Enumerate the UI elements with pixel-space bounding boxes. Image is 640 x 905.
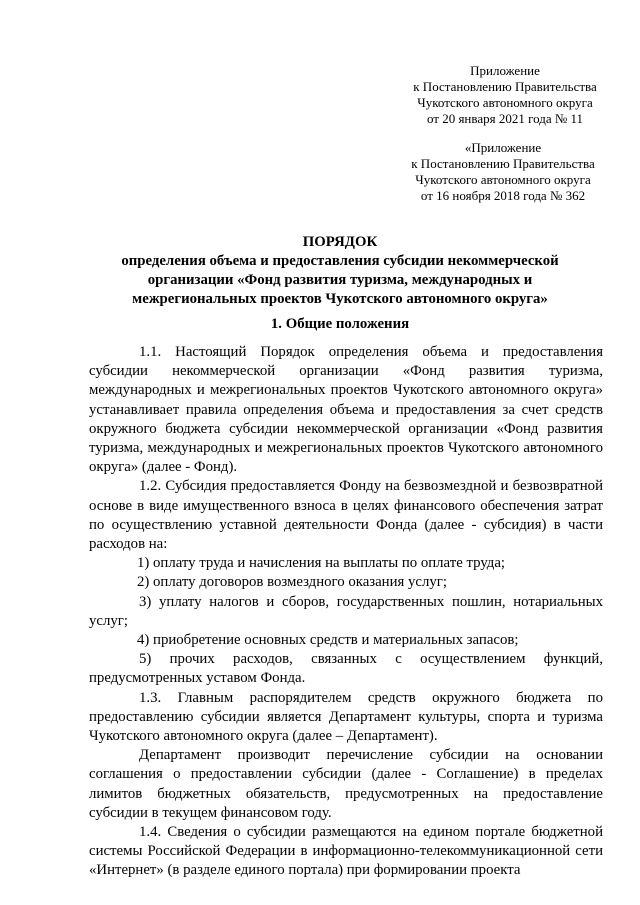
paragraph-1-2: 1.2. Субсидия предоставляется Фонду на безвозмездной и безвозвратной основе в виде имущественного взноса в целях финансового обеспечения затрат по осуществлению уставной деятельности Фонда (далее - субсидия) в части расходов на: bbox=[89, 478, 603, 553]
list-item-4: 4) приобретение основных средств и материальных запасов; bbox=[137, 632, 519, 649]
paragraph-1-3: 1.3. Главным распорядителем средств окружного бюджета по предоставлению субсидии является Департамент культуры, спорта и туризма Чукотского автономного округа (далее – Департамент). bbox=[89, 689, 603, 745]
paragraph-1-1: 1.1. Настоящий Порядок определения объема и предоставления субсидии некоммерческой организации «Фонд развития туризма, международных и межрегиональных проектов Чукотского автономного округа» устанавливает правила определения объема и предоставления за счет средств окружного бюджета субсидии некоммерческой организации «Фонд развития туризма, международных и межрегиональных проектов Чукотского автономного округа» (далее - Фонд). bbox=[89, 344, 603, 476]
document-body bbox=[89, 343, 603, 881]
list-item-5: 5) прочих расходов, связанных с осуществлением функций, предусмотренных уставом Фонда. bbox=[89, 651, 603, 687]
title-heading: ПОРЯДОК bbox=[302, 234, 378, 250]
title-line: организации «Фонд развития туризма, международных и bbox=[147, 272, 533, 288]
appendix-header-original bbox=[403, 140, 603, 204]
appendix-label: «Приложение bbox=[464, 140, 542, 155]
appendix-region: Чукотского автономного округа bbox=[417, 95, 593, 110]
section-title: 1. Общие положения bbox=[270, 316, 410, 332]
appendix-region: Чукотского автономного округа bbox=[415, 172, 591, 187]
paragraph-1-4: 1.4. Сведения о субсидии размещаются на едином портале бюджетной системы Российской Федерации в информационно-телекоммуникационной сети «Интернет» (в разделе единого портала) при формировании проекта bbox=[89, 824, 603, 879]
document-title bbox=[90, 233, 590, 309]
title-line: межрегиональных проектов Чукотского автономного округа» bbox=[132, 291, 548, 307]
appendix-header-current bbox=[405, 63, 605, 127]
list-item-2: 2) оплату договоров возмездного оказания услуг; bbox=[137, 574, 447, 591]
appendix-resolution: к Постановлению Правительства bbox=[413, 79, 597, 94]
list-item-1: 1) оплату труда и начисления на выплаты по оплате труда; bbox=[137, 555, 505, 572]
list-item-3: 3) уплату налогов и сборов, государственных пошлин, нотариальных услуг; bbox=[89, 593, 603, 629]
appendix-label: Приложение bbox=[470, 63, 540, 78]
paragraph-1-3-cont: Департамент производит перечисление субсидии на основании соглашения о предоставлении субсидии (далее - Соглашение) в пределах лимитов бюджетных обязательств, предусмотренных на предоставление субсидии в текущем финансовом году. bbox=[89, 747, 603, 821]
appendix-date: от 16 ноября 2018 года № 362 bbox=[420, 188, 586, 203]
title-line: определения объема и предоставления субсидии некоммерческой bbox=[121, 253, 559, 269]
appendix-resolution: к Постановлению Правительства bbox=[411, 156, 595, 171]
appendix-date: от 20 января 2021 года № 11 bbox=[426, 111, 584, 126]
